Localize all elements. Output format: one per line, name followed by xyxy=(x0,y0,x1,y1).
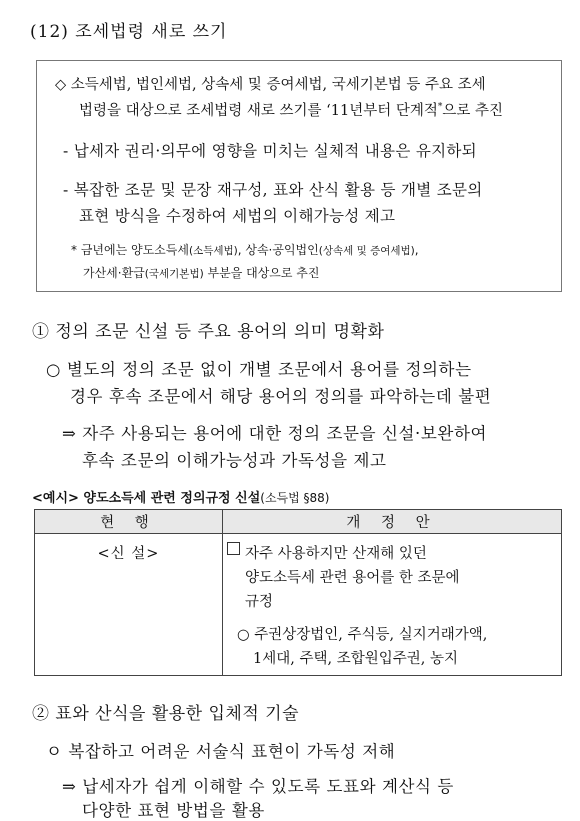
section-2-title: ② 표와 산식을 활용한 입체적 기술 xyxy=(32,704,300,724)
example-reference: (소득법 §88) xyxy=(260,491,330,505)
revised-line-3: 규정 xyxy=(245,594,274,610)
section-1-point-line-2: 경우 후속 조문에서 해당 용어의 정의를 파악하는데 불편 xyxy=(70,387,492,406)
revised-line-1: 자주 사용하지만 산재해 있던 xyxy=(245,546,427,562)
summary-bullet-2-line-2: 표현 방식을 수정하여 세법의 이해가능성 제고 xyxy=(79,207,396,225)
footnote-line-2: 가산세·환급(국세기본법) 부분을 대상으로 추진 xyxy=(83,266,320,280)
revised-line-2: 양도소득세 관련 용어를 한 조문에 xyxy=(245,570,460,586)
comparison-table xyxy=(34,509,562,676)
column-header-current: 현 행 xyxy=(35,510,223,534)
summary-line-2: 법령을 대상으로 조세법령 새로 쓰기를 ‘11년부터 단계적*으로 추진 xyxy=(79,102,504,119)
section-1-result-line-2: 후속 조문의 이해가능성과 가독성을 제고 xyxy=(82,451,387,470)
summary-line-1: ◇ 소득세법, 법인세법, 상속세 및 증여세법, 국세기본법 등 주요 조세 xyxy=(55,77,486,93)
summary-bullet-1: - 납세자 권리·의무에 영향을 미치는 실체적 내용은 유지하되 xyxy=(63,142,477,160)
revised-sub-line-1: ○ 주권상장법인, 주식등, 실지거래가액, xyxy=(237,627,488,643)
section-1-title: ① 정의 조문 신설 등 주요 용어의 의미 명확화 xyxy=(32,322,385,342)
section-1-point-line-1: ○ 별도의 정의 조문 없이 개별 조문에서 용어를 정의하는 xyxy=(46,360,472,379)
footnote-marker: * xyxy=(437,102,443,113)
footnote-line-1: * 금년에는 양도소득세(소득세법), 상속·공익법인(상속세 및 증여세법), xyxy=(71,243,419,257)
example-title: <예시> 양도소득세 관련 정의규정 신설(소득법 §88) xyxy=(32,491,330,506)
column-header-revised: 개 정 안 xyxy=(223,510,562,534)
table-header-row xyxy=(35,510,562,534)
section-2-result-line-2: 다양한 표현 방법을 활용 xyxy=(82,801,265,820)
section-2-point: ㅇ 복잡하고 어려운 서술식 표현이 가독성 저해 xyxy=(46,742,396,761)
diamond-icon: ◇ xyxy=(55,77,67,93)
table-row xyxy=(35,534,562,676)
summary-box xyxy=(36,60,562,292)
section-heading: (12) 조세법령 새로 쓰기 xyxy=(30,22,228,42)
checkbox-icon xyxy=(227,542,240,559)
section-2-result-line-1: ⇒ 납세자가 쉽게 이해할 수 있도록 도표와 계산식 등 xyxy=(62,777,454,796)
section-1-result-line-1: ⇒ 자주 사용되는 용어에 대한 정의 조문을 신설·보완하여 xyxy=(62,424,488,443)
summary-bullet-2-line-1: - 복잡한 조문 및 문장 재구성, 표와 산식 활용 등 개별 조문의 xyxy=(63,181,483,199)
current-cell: <신 설> xyxy=(35,534,223,676)
revised-cell xyxy=(223,534,562,676)
revised-sub-line-2: 1세대, 주택, 조합원입주권, 농지 xyxy=(253,651,458,667)
